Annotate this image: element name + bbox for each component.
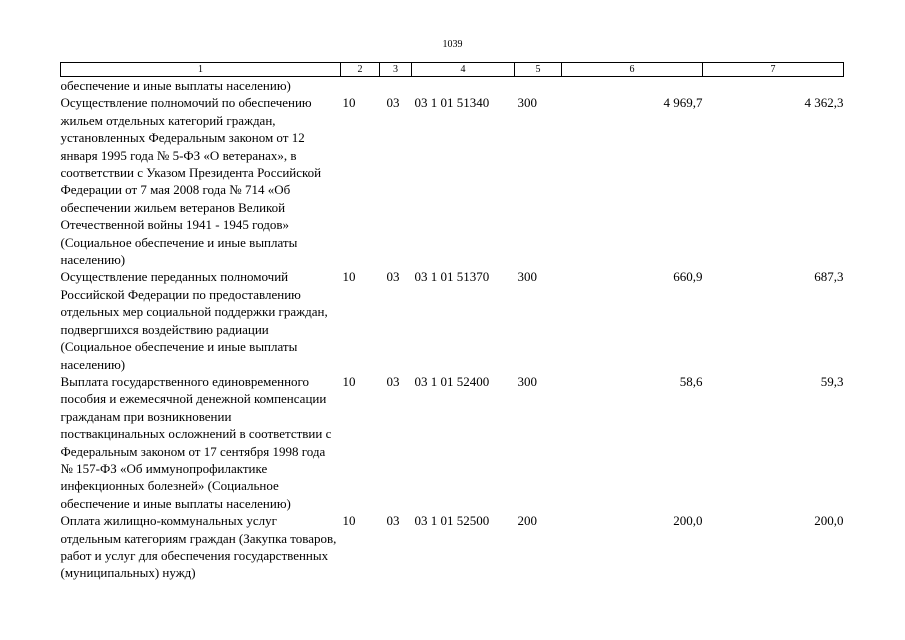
row-amount-2: 4 362,3 — [804, 95, 844, 111]
row-amount-2: 200,0 — [814, 513, 844, 529]
row-amount-1: 660,9 — [673, 269, 703, 285]
continued-row — [61, 77, 844, 95]
header-col-5: 5 — [515, 63, 562, 77]
table-row — [61, 512, 844, 582]
row-amount-2: 59,3 — [820, 373, 844, 389]
table-body — [61, 77, 844, 582]
header-col-4: 4 — [412, 63, 515, 77]
table-header — [61, 63, 844, 77]
row-amount-1: 4 969,7 — [663, 95, 703, 111]
row-target-article: 03 1 01 51340 — [414, 95, 490, 111]
row-amount-1: 200,0 — [673, 513, 703, 529]
header-col-3: 3 — [380, 63, 412, 77]
table-row — [61, 94, 844, 268]
row-subsection: 03 — [386, 95, 400, 111]
row-subsection: 03 — [386, 373, 400, 389]
row-expense-type: 200 — [517, 513, 537, 529]
row-name: Осуществление переданных полномочий Российской Федерации по предоставлению отдельных мер социальной поддержки граждан, подвергшихся воздействию радиации (Социальное обеспечение и иные выплаты населению) — [60, 269, 328, 372]
row-target-article: 03 1 01 52500 — [414, 513, 490, 529]
budget-table — [60, 62, 844, 582]
header-col-7: 7 — [703, 63, 844, 77]
row-section: 10 — [342, 373, 356, 389]
table-row — [61, 268, 844, 372]
row-name: Выплата государственного единовременного пособия и ежемесячной денежной компенсации гражданам при возникновении поствакцинальных осложнений в соответствии с Федеральным законом от 17 сентября 1998 года № 157-ФЗ «Об иммунопрофилактике инфекционных болезней» (Социальное обеспечение и иные выплаты населению) — [60, 373, 332, 511]
row-name: Оплата жилищно-коммунальных услуг отдельным категориям граждан (Закупка товаров, работ и услуг для обеспечения государственных (муниципальных) нужд) — [60, 513, 337, 581]
row-amount-1: 58,6 — [679, 373, 703, 389]
header-col-1: 1 — [61, 63, 341, 77]
header-col-2: 2 — [341, 63, 380, 77]
row-target-article: 03 1 01 52400 — [414, 373, 490, 389]
page-number: 1039 — [442, 39, 463, 50]
row-target-article: 03 1 01 51370 — [414, 269, 490, 285]
row-section: 10 — [342, 269, 356, 285]
header-col-6: 6 — [562, 63, 703, 77]
row-amount-2: 687,3 — [814, 269, 844, 285]
row-name: Осуществление полномочий по обеспечению жильем отдельных категорий граждан, установленных Федеральным законом от 12 января 1995 года № 5-ФЗ «О ветеранах», в соответствии с Указом Президента Российской Федерации от 7 мая 2008 года № 714 «Об обеспечении жильем ветеранов Великой Отечественной войны 1941 - 1945 годов» (Социальное обеспечение и иные выплаты населению) — [60, 95, 322, 268]
header-row — [61, 63, 844, 77]
table-row — [61, 373, 844, 512]
row-section: 10 — [342, 513, 356, 529]
row-expense-type: 300 — [517, 269, 537, 285]
row-subsection: 03 — [386, 269, 400, 285]
continued-text: обеспечение и иные выплаты населению) — [60, 78, 291, 93]
row-expense-type: 300 — [517, 95, 537, 111]
row-subsection: 03 — [386, 513, 400, 529]
row-expense-type: 300 — [517, 373, 537, 389]
row-section: 10 — [342, 95, 356, 111]
